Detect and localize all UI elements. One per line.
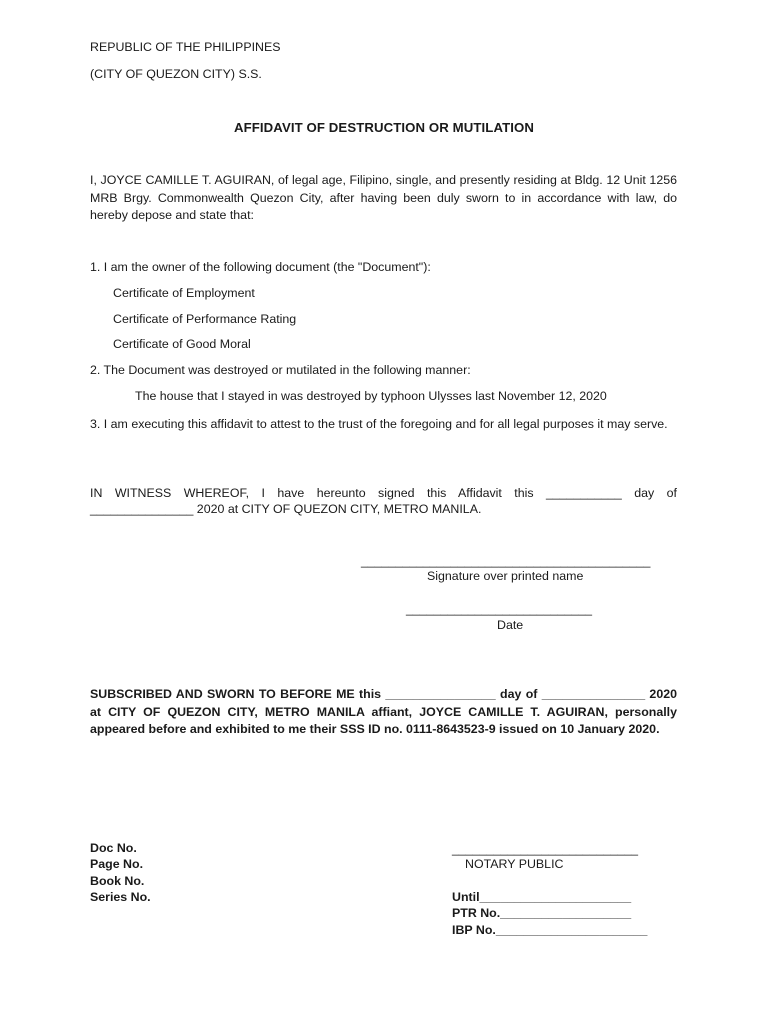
page-no-label: Page No.	[90, 857, 144, 871]
document-item: Certificate of Performance Rating	[113, 312, 297, 326]
header-city: (CITY OF QUEZON CITY) S.S.	[90, 67, 262, 81]
item-1-text: 1. I am the owner of the following document (the "Document"):	[90, 260, 431, 274]
signature-label: Signature over printed name	[427, 569, 584, 583]
date-line: ___________________________	[406, 602, 593, 616]
witness-line-2: _______________ 2020 at CITY OF QUEZON CITY, METRO MANILA.	[90, 502, 482, 516]
witness-line-1: IN WITNESS WHEREOF, I have hereunto signed this Affidavit this ___________ day of	[90, 486, 677, 500]
signature-line: __________________________________________	[361, 554, 651, 568]
ptr-no-field: PTR No.___________________	[452, 906, 632, 920]
jurat-paragraph: SUBSCRIBED AND SWORN TO BEFORE ME this ________________ day of _______________ 2020 at CITY OF QUEZON CITY, METRO MANILA affiant, JOYCE CAMILLE T. AGUIRAN, personally appeared before and exhibited to me their SSS ID no. 0111-8643523-9 issued on 10 January 2020.	[90, 687, 677, 736]
book-no-label: Book No.	[90, 874, 145, 888]
notary-public-label: NOTARY PUBLIC	[465, 857, 564, 871]
header-republic: REPUBLIC OF THE PHILIPPINES	[90, 40, 281, 54]
document-item: Certificate of Employment	[113, 286, 255, 300]
destruction-manner: The house that I stayed in was destroyed by typhoon Ulysses last November 12, 2020	[135, 389, 607, 403]
notary-signature-line: ___________________________	[452, 842, 639, 856]
document-item: Certificate of Good Moral	[113, 337, 251, 351]
date-label: Date	[497, 618, 524, 632]
intro-paragraph: I, JOYCE CAMILLE T. AGUIRAN, of legal age, Filipino, single, and presently residing at Bldg. 12 Unit 1256 MRB Brgy. Commonwealth Quezon City, after having been duly sworn to in accordance with law, do hereby depose and state that:	[90, 173, 677, 222]
item-3-text: 3. I am executing this affidavit to attest to the trust of the foregoing and for all legal purposes it may serve.	[90, 417, 668, 431]
document-title: AFFIDAVIT OF DESTRUCTION OR MUTILATION	[233, 120, 534, 135]
item-2-text: 2. The Document was destroyed or mutilated in the following manner:	[90, 363, 471, 377]
series-no-label: Series No.	[90, 890, 151, 904]
until-field: Until______________________	[452, 890, 632, 904]
ibp-no-field: IBP No.______________________	[452, 923, 648, 937]
doc-no-label: Doc No.	[90, 841, 137, 855]
